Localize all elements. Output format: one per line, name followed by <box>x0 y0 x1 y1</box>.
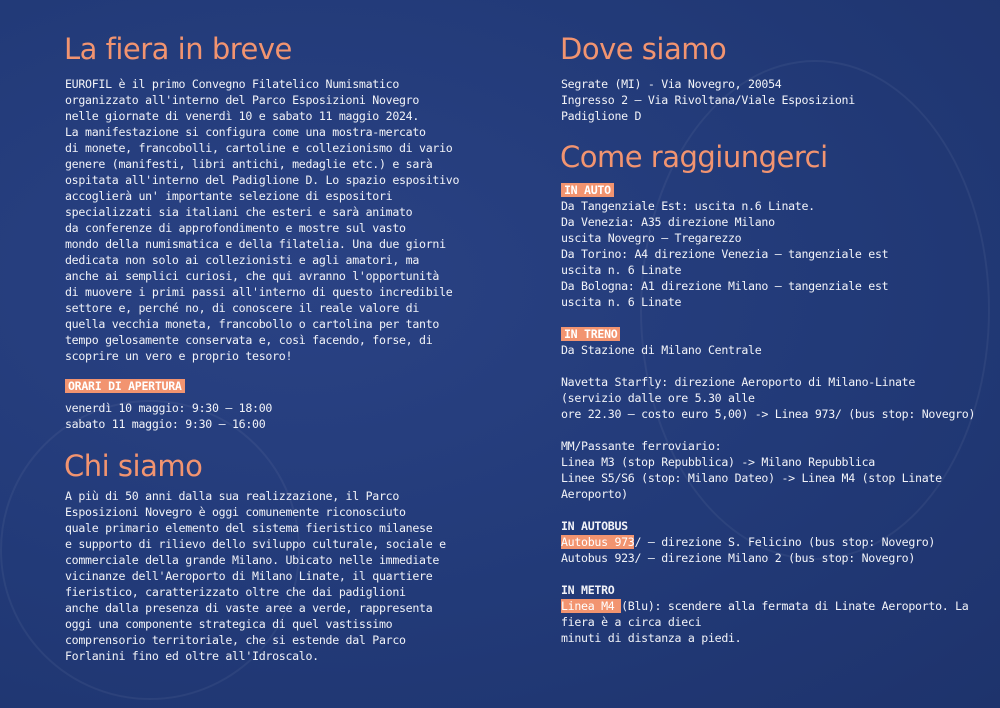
metro-text: (Blu): scendere alla fermata di Linate Aeroporto. La <box>621 599 969 613</box>
text-line: Linee S5/S6 (stop: Milano Dateo) -> Linea M4 (stop Linate <box>561 471 942 485</box>
text-line: A più di 50 anni dalla sua realizzazione, il Parco <box>65 489 400 503</box>
text-line: Linea M3 (stop Repubblica) -> Milano Repubblica <box>561 455 875 469</box>
text-line: comprensorio territoriale, che si estende dal Parco <box>65 633 406 647</box>
text-line: EUROFIL è il primo Convegno Filatelico Numismatico <box>65 77 400 91</box>
text-line: vicinanze dell'Aeroporto di Milano Linate, il quartiere <box>65 569 433 583</box>
text-line: uscita Novegro – Tregarezzo <box>561 231 742 245</box>
bus-923-text: Autobus 923/ – direzione Milano 2 (bus stop: Novegro) <box>561 551 916 565</box>
text-line: Da Stazione di Milano Centrale <box>561 343 762 357</box>
bus-973-highlight: Autobus 973 <box>561 535 635 549</box>
auto-section <box>561 182 614 198</box>
hours-badge: ORARI DI APERTURA <box>65 379 185 393</box>
text-line: nelle giornate di venerdì 10 e sabato 11 maggio 2024. <box>65 109 420 123</box>
hours-list <box>65 400 272 432</box>
text-line: dedicata non solo ai collezionisti e agli amatori, ma <box>65 253 420 267</box>
train-section <box>561 326 620 342</box>
text-line: accoglierà un' importante selezione di espositori <box>65 189 393 203</box>
metro-text: minuti di distanza a piedi. <box>561 631 742 645</box>
text-line: commerciale della grande Milano. Ubicato nelle immediate <box>65 553 440 567</box>
text-line: Da Torino: A4 direzione Venezia – tangenziale est <box>561 247 889 261</box>
text-line <box>561 422 975 438</box>
text-line: Segrate (MI) - Via Novegro, 20054 <box>561 77 782 91</box>
heading-chi-siamo: Chi siamo <box>64 449 203 483</box>
text-line: quella vecchia moneta, francobollo o cartolina per tanto <box>65 317 440 331</box>
metro-heading: IN METRO <box>561 583 615 597</box>
text-line: quale primario elemento del sistema fieristico milanese <box>65 521 433 535</box>
text-line: Forlanini fino ed oltre all'Idroscalo. <box>65 649 319 663</box>
auto-badge: IN AUTO <box>561 183 614 197</box>
text-line: specializzati sia italiani che esteri e sarà animato <box>65 205 413 219</box>
text-line: organizzato all'interno del Parco Esposizioni Novegro <box>65 93 420 107</box>
intro-paragraph <box>65 76 459 364</box>
text-line: e supporto di rilievo dello sviluppo culturale, sociale e <box>65 537 446 551</box>
text-line: sabato 11 maggio: 9:30 – 16:00 <box>65 417 266 431</box>
about-paragraph <box>65 488 446 664</box>
text-line: oggi una componente strategica di quel vastissimo <box>65 617 393 631</box>
text-line: Ingresso 2 – Via Rivoltana/Viale Esposizioni <box>561 93 855 107</box>
heading-dove-siamo: Dove siamo <box>560 32 727 66</box>
heading-come-raggiungerci: Come raggiungerci <box>560 140 828 174</box>
text-line: MM/Passante ferroviario: <box>561 439 722 453</box>
text-line: venerdì 10 maggio: 9:30 – 18:00 <box>65 401 273 415</box>
train-badge: IN TRENO <box>561 327 620 341</box>
text-line: Da Tangenziale Est: uscita n.6 Linate. <box>561 199 815 213</box>
text-line: Da Bologna: A1 direzione Milano – tangenziale est <box>561 279 889 293</box>
text-line: (servizio dalle ore 5.30 alle <box>561 391 755 405</box>
text-line: tempo gelosamente conservata e, così facendo, forse, di <box>65 333 433 347</box>
train-directions <box>561 342 975 502</box>
hours-section <box>65 378 185 394</box>
text-line: genere (manifesti, libri antichi, medaglie etc.) e sarà <box>65 157 433 171</box>
text-line: scoprire un vero e proprio tesoro! <box>65 349 293 363</box>
metro-text: fiera è a circa dieci <box>561 615 702 629</box>
text-line: settore e, perché no, di conoscere il reale valore di <box>65 301 420 315</box>
text-line: Navetta Starfly: direzione Aeroporto di Milano-Linate <box>561 375 916 389</box>
address <box>561 76 855 124</box>
text-line: mondo della numismatica e della filatelia. Una due giorni <box>65 237 446 251</box>
text-line: La manifestazione si configura come una mostra-mercato <box>65 125 426 139</box>
text-line: ore 22.30 – costo euro 5,00) -> Linea 973/ (bus stop: Novegro) <box>561 407 976 421</box>
text-line: Da Venezia: A35 direzione Milano <box>561 215 775 229</box>
bus-973-text: / – direzione S. Felicino (bus stop: Novegro) <box>634 535 936 549</box>
text-line: Padiglione D <box>561 109 642 123</box>
metro-m4-highlight: Linea M4 <box>561 599 622 613</box>
text-line: da conferenze di approfondimento e mostre sul vasto <box>65 221 406 235</box>
text-line: fieristico, caratterizzato oltre che dai padiglioni <box>65 585 406 599</box>
text-line: uscita n. 6 Linate <box>561 295 682 309</box>
auto-directions <box>561 198 888 310</box>
text-line: Esposizioni Novegro è oggi comunemente riconosciuto <box>65 505 406 519</box>
text-line: di monete, francobolli, cartoline e collezionismo di vario <box>65 141 453 155</box>
text-line: ospitata all'interno del Padiglione D. Lo spazio espositivo <box>65 173 460 187</box>
text-line: Aeroporto) <box>561 487 628 501</box>
text-line: di muovere i primi passi all'interno di questo incredibile <box>65 285 453 299</box>
heading-fiera-in-breve: La fiera in breve <box>64 32 292 66</box>
text-line: uscita n. 6 Linate <box>561 263 682 277</box>
bus-heading: IN AUTOBUS <box>561 519 628 533</box>
text-line: anche dalla presenza di vaste aree a verde, rappresenta <box>65 601 433 615</box>
bus-section <box>561 518 969 646</box>
text-line: anche ai semplici curiosi, che qui avranno l'opportunità <box>65 269 440 283</box>
text-line <box>561 358 975 374</box>
